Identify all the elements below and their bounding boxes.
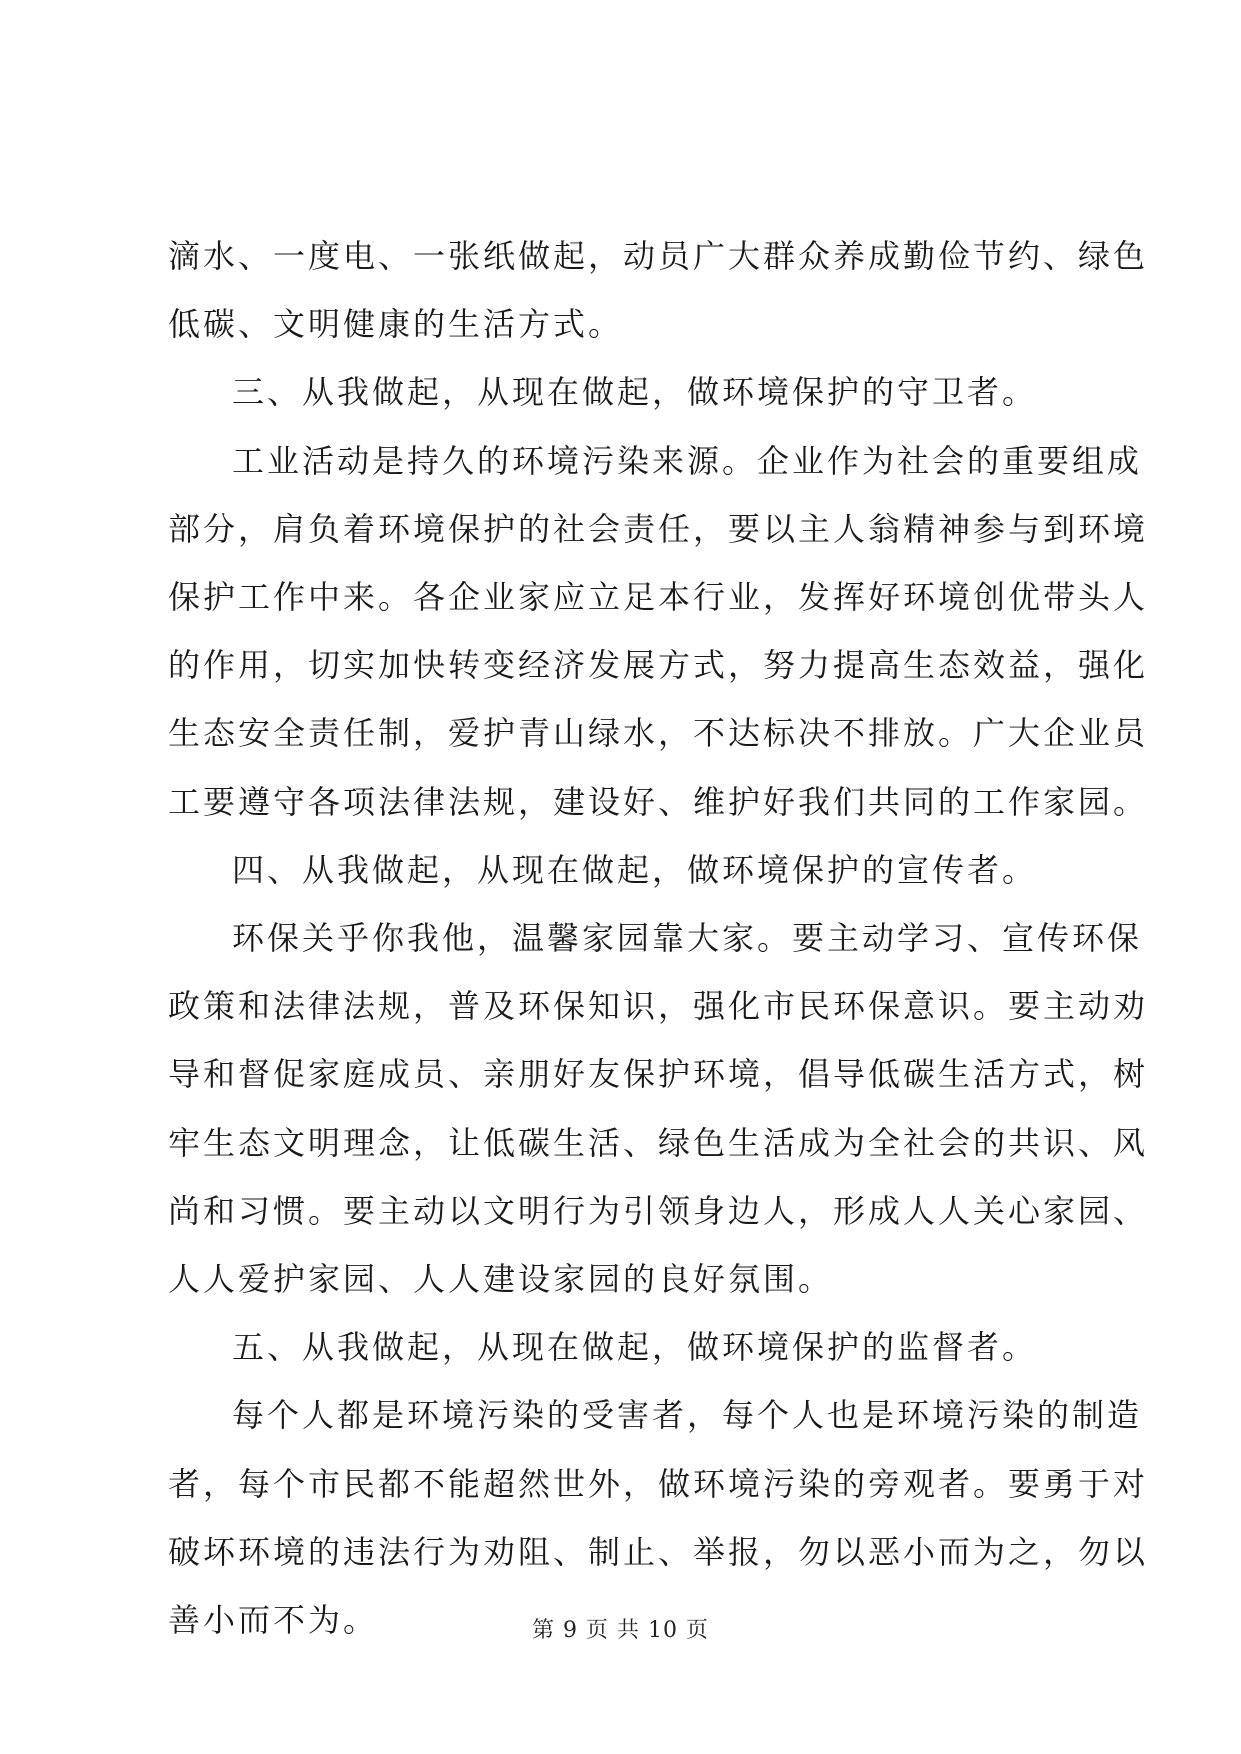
text-line: 人人爱护家园、人人建设家园的良好氛围。 (168, 1260, 834, 1298)
text-line: 滴水、一度电、一张纸做起，动员广大群众养成勤俭节约、绿色 (168, 237, 1149, 275)
text-line: 政策和法律法规，普及环保知识，强化市民环保意识。要主动劝 (168, 987, 1149, 1025)
text-line: 每个人都是环境污染的受害者，每个人也是环境污染的制造 (232, 1396, 1143, 1434)
text-line: 善小而不为。 (168, 1601, 379, 1639)
text-line: 环保关乎你我他，温馨家园靠大家。要主动学习、宣传环保 (232, 919, 1143, 957)
section-heading-5: 五、从我做起，从现在做起，做环境保护的监督者。 (232, 1328, 1038, 1366)
text-line: 部分，肩负着环境保护的社会责任，要以主人翁精神参与到环境 (168, 510, 1149, 548)
page-number-footer: 第 9 页 共 10 页 (532, 1618, 709, 1643)
section-heading-4: 四、从我做起，从现在做起，做环境保护的宣传者。 (232, 851, 1038, 889)
text-line: 者，每个市民都不能超然世外，做环境污染的旁观者。要勇于对 (168, 1465, 1149, 1503)
text-line: 尚和习惯。要主动以文明行为引领身边人，形成人人关心家园、 (168, 1192, 1149, 1230)
text-line: 保护工作中来。各企业家应立足本行业，发挥好环境创优带头人 (168, 578, 1149, 616)
text-line: 工要遵守各项法律法规，建设好、维护好我们共同的工作家园。 (168, 783, 1149, 821)
text-line: 低碳、文明健康的生活方式。 (168, 305, 624, 343)
text-line: 导和督促家庭成员、亲朋好友保护环境，倡导低碳生活方式，树 (168, 1055, 1149, 1093)
text-line: 牢生态文明理念，让低碳生活、绿色生活成为全社会的共识、风 (168, 1124, 1149, 1162)
text-line: 的作用，切实加快转变经济发展方式，努力提高生态效益，强化 (168, 646, 1149, 684)
text-line: 生态安全责任制，爱护青山绿水，不达标决不排放。广大企业员 (168, 714, 1149, 752)
text-line: 破坏环境的违法行为劝阻、制止、举报，勿以恶小而为之，勿以 (168, 1533, 1149, 1571)
section-heading-3: 三、从我做起，从现在做起，做环境保护的守卫者。 (232, 373, 1038, 411)
text-line: 工业活动是持久的环境污染来源。企业作为社会的重要组成 (232, 442, 1143, 480)
